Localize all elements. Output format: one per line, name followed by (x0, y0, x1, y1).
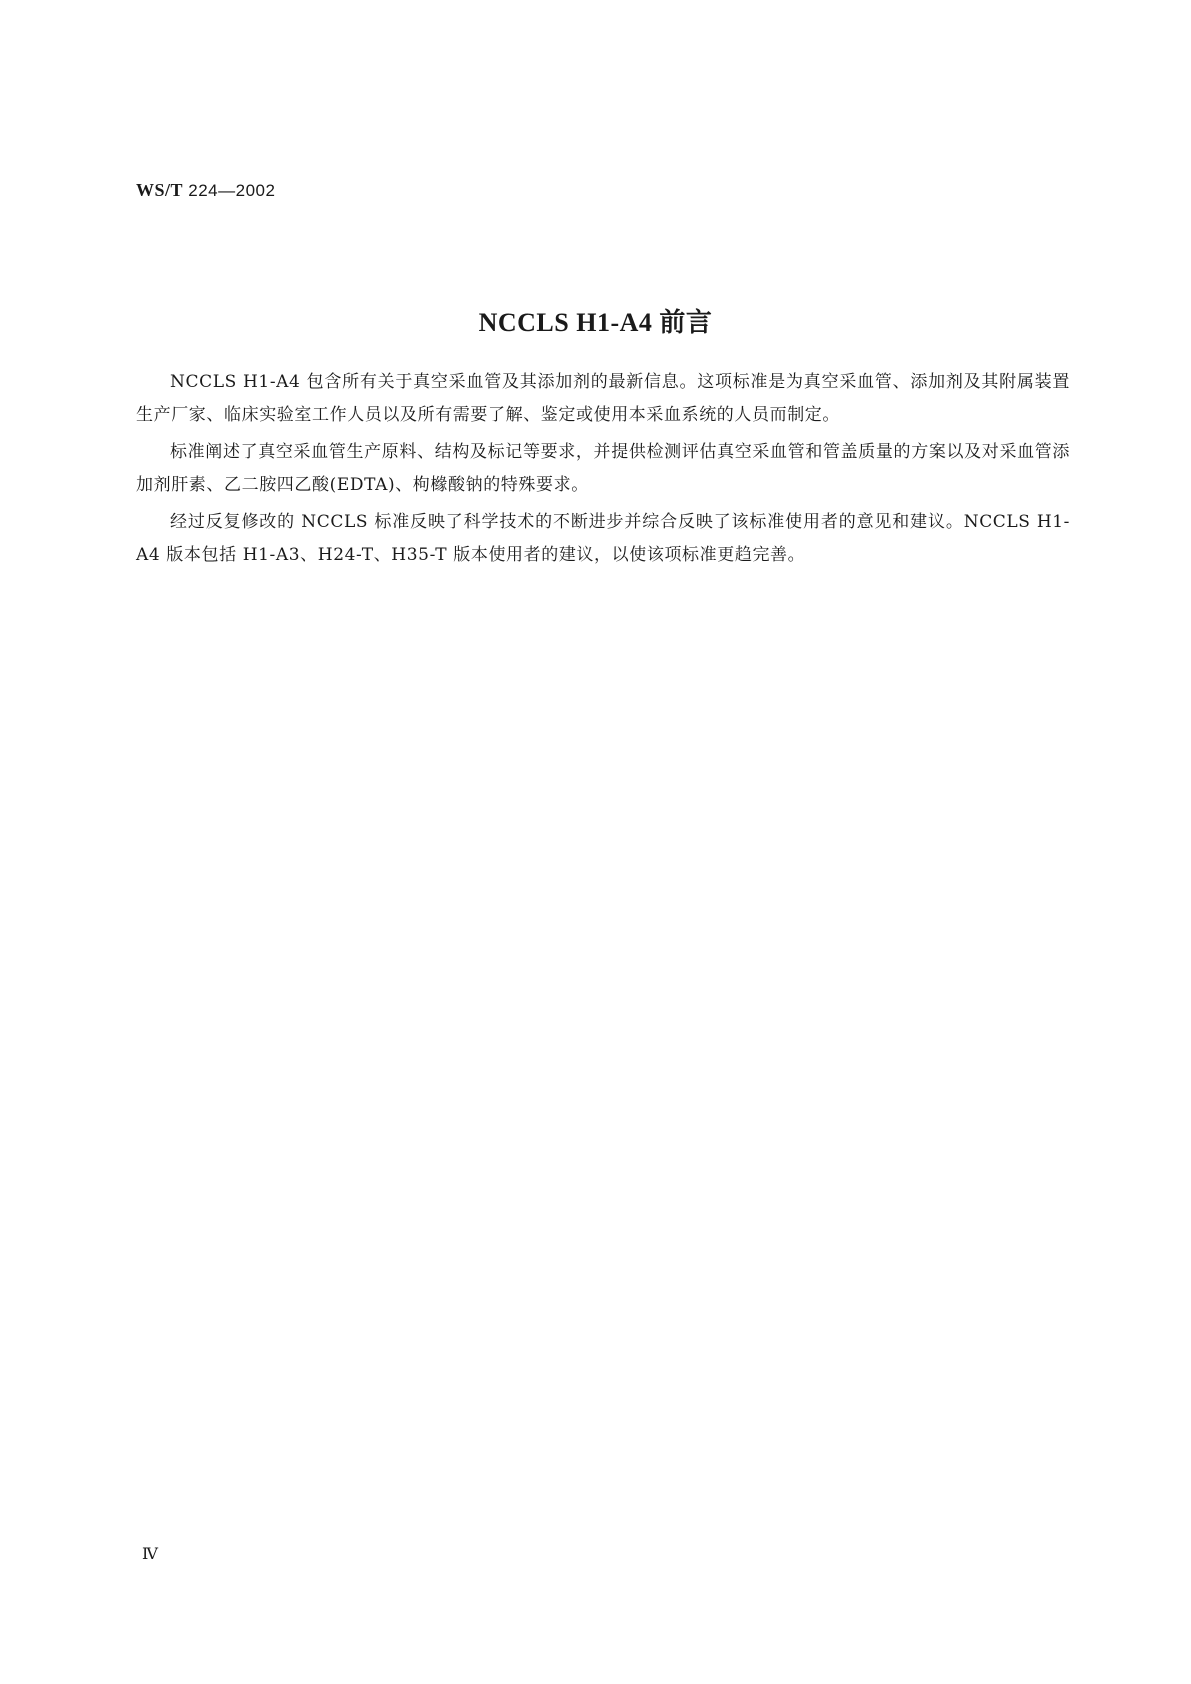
standard-number: 224—2002 (188, 181, 276, 200)
page-title: NCCLS H1-A4 前言 (478, 308, 713, 337)
foreword-paragraph-3: 经过反复修改的 NCCLS 标准反映了科学技术的不断进步并综合反映了该标准使用者的意见和建议。NCCLS H1-A4 版本包括 H1-A3、H24-T、H35-T 版本使用者的建议，以使该项标准更趋完善。 (136, 512, 1070, 565)
standard-prefix: WS/T (136, 180, 184, 200)
foreword-paragraph-1: NCCLS H1-A4 包含所有关于真空采血管及其添加剂的最新信息。这项标准是为真空采血管、添加剂及其附属装置生产厂家、临床实验室工作人员以及所有需要了解、鉴定或使用本采血系统的人员而制定。 (136, 372, 1070, 425)
foreword-body (136, 366, 1070, 576)
standard-code (136, 180, 275, 201)
foreword-paragraph-2: 标准阐述了真空采血管生产原料、结构及标记等要求，并提供检测评估真空采血管和管盖质量的方案以及对采血管添加剂肝素、乙二胺四乙酸(EDTA)、枸橼酸钠的特殊要求。 (136, 442, 1070, 495)
page-number: Ⅳ (142, 1546, 158, 1563)
